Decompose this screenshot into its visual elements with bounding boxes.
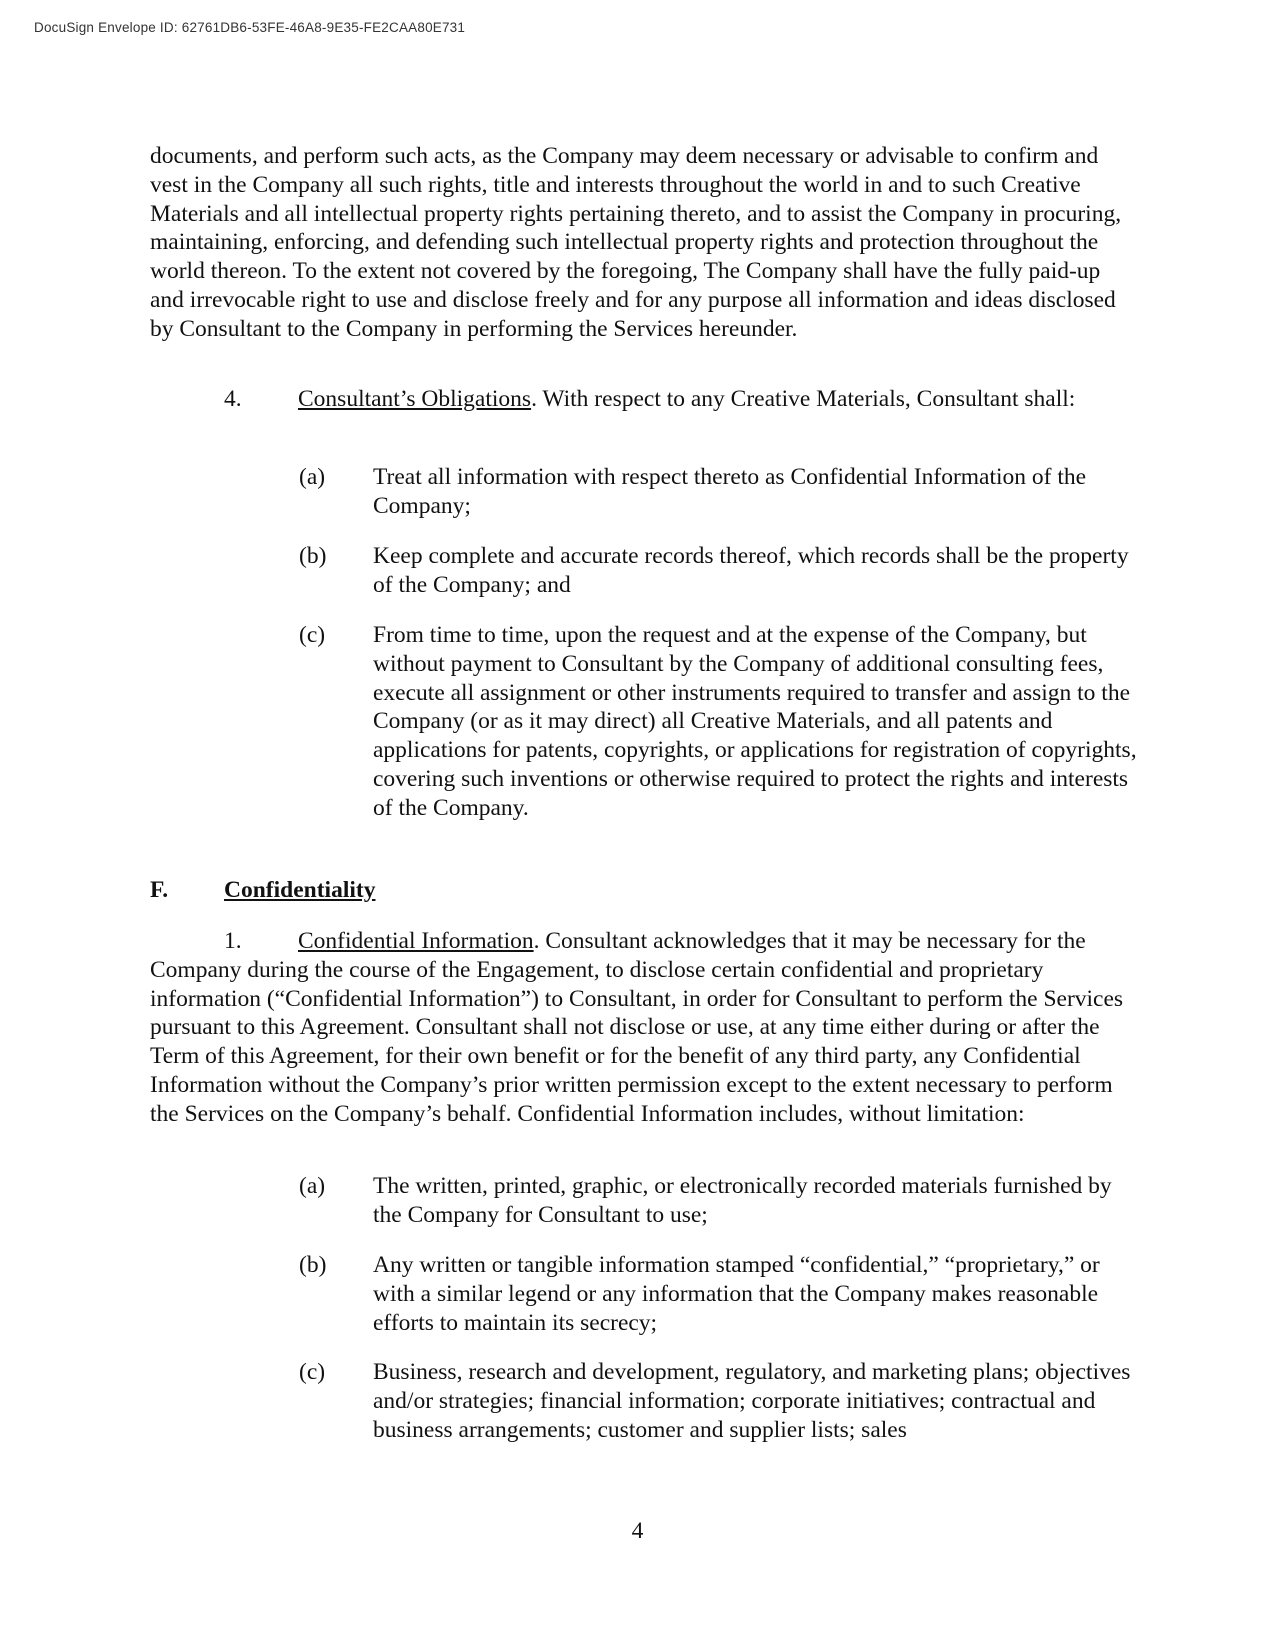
list-item-marker: (a) [299, 1173, 326, 1199]
confidential-number: 1. [224, 928, 242, 954]
carryover-paragraph [150, 142, 1135, 344]
list-item-marker: (c) [299, 1359, 326, 1385]
confidential-text: . Consultant acknowledges that it may be necessary for the Company during the course of the Engagement, to disclose certain confidential and proprietary information (“Confidential Information”) to Consultant, in order for Consultant to perform the Services pursuant to this Agreement. Consultant shall not disclose or use, at any time either during or after the Term of this Agreement, for their own benefit or for the benefit of any third party, any Confidential Information without the Company’s prior written permission except to the extent necessary to perform the Services on the Company’s behalf. Confidential Information includes, without limitation: [150, 928, 1124, 1127]
section-letter: F. [150, 877, 169, 903]
obligations-title: Consultant’s Obligations [298, 386, 532, 412]
obligations-text: . With respect to any Creative Materials, Consultant shall: [531, 386, 1076, 412]
confidential-paragraph [150, 927, 1135, 1129]
section-title: Confidentiality [224, 877, 376, 903]
list-item-text: Treat all information with respect thereto as Confidential Information of the Company; [373, 464, 1087, 519]
obligations-list [299, 542, 1139, 600]
list-item-marker: (a) [299, 464, 326, 490]
list-item-text: From time to time, upon the request and at the expense of the Company, but without payment to Consultant by the Company of additional consulting fees, execute all assignment or other instruments required to transfer and assign to the Company (or as it may direct) all Creative Materials, and all patents and applications for patents, copyrights, or applications for registration of copyrights, covering such inventions or otherwise required to protect the rights and interests of the Company. [373, 622, 1137, 821]
list-item-text: Any written or tangible information stamped “confidential,” “proprietary,” or with a similar legend or any information that the Company makes reasonable efforts to maintain its secrecy; [373, 1252, 1100, 1336]
list-item [299, 1358, 1139, 1444]
list-item [299, 1251, 1139, 1337]
confidential-list [299, 1358, 1139, 1444]
list-item [299, 463, 1139, 521]
list-item [299, 1172, 1139, 1230]
obligations-number: 4. [224, 386, 242, 412]
obligations-list [299, 463, 1139, 521]
envelope-id-header: DocuSign Envelope ID: 62761DB6-53FE-46A8-9E35-FE2CAA80E731 [34, 20, 466, 35]
obligations-paragraph [150, 385, 1135, 414]
list-item [299, 621, 1139, 823]
list-item-marker: (c) [299, 622, 326, 648]
confidential-title: Confidential Information [298, 928, 534, 954]
carryover-text: documents, and perform such acts, as the Company may deem necessary or advisable to confirm and vest in the Company all such rights, title and interests throughout the world in and to such Creative Materials and all intellectual property rights pertaining thereto, and to assist the Company in procuring, maintaining, enforcing, and defending such intellectual property rights and protection throughout the world thereon. To the extent not covered by the foregoing, The Company shall have the fully paid-up and irrevocable right to use and disclose freely and for any purpose all information and ideas disclosed by Consultant to the Company in performing the Services hereunder. [150, 143, 1122, 342]
list-item-marker: (b) [299, 543, 327, 569]
list-item [299, 542, 1139, 600]
list-item-text: The written, printed, graphic, or electronically recorded materials furnished by the Company for Consultant to use; [373, 1173, 1112, 1228]
confidential-list [299, 1172, 1139, 1230]
confidential-list [299, 1251, 1139, 1337]
obligations-list [299, 621, 1139, 823]
list-item-text: Business, research and development, regulatory, and marketing plans; objectives and/or strategies; financial information; corporate initiatives; contractual and business arrangements; customer and supplier lists; sales [373, 1359, 1131, 1443]
section-heading [150, 876, 375, 905]
list-item-text: Keep complete and accurate records thereof, which records shall be the property of the Company; and [373, 543, 1129, 598]
list-item-marker: (b) [299, 1252, 327, 1278]
page-number: 4 [631, 1518, 644, 1544]
